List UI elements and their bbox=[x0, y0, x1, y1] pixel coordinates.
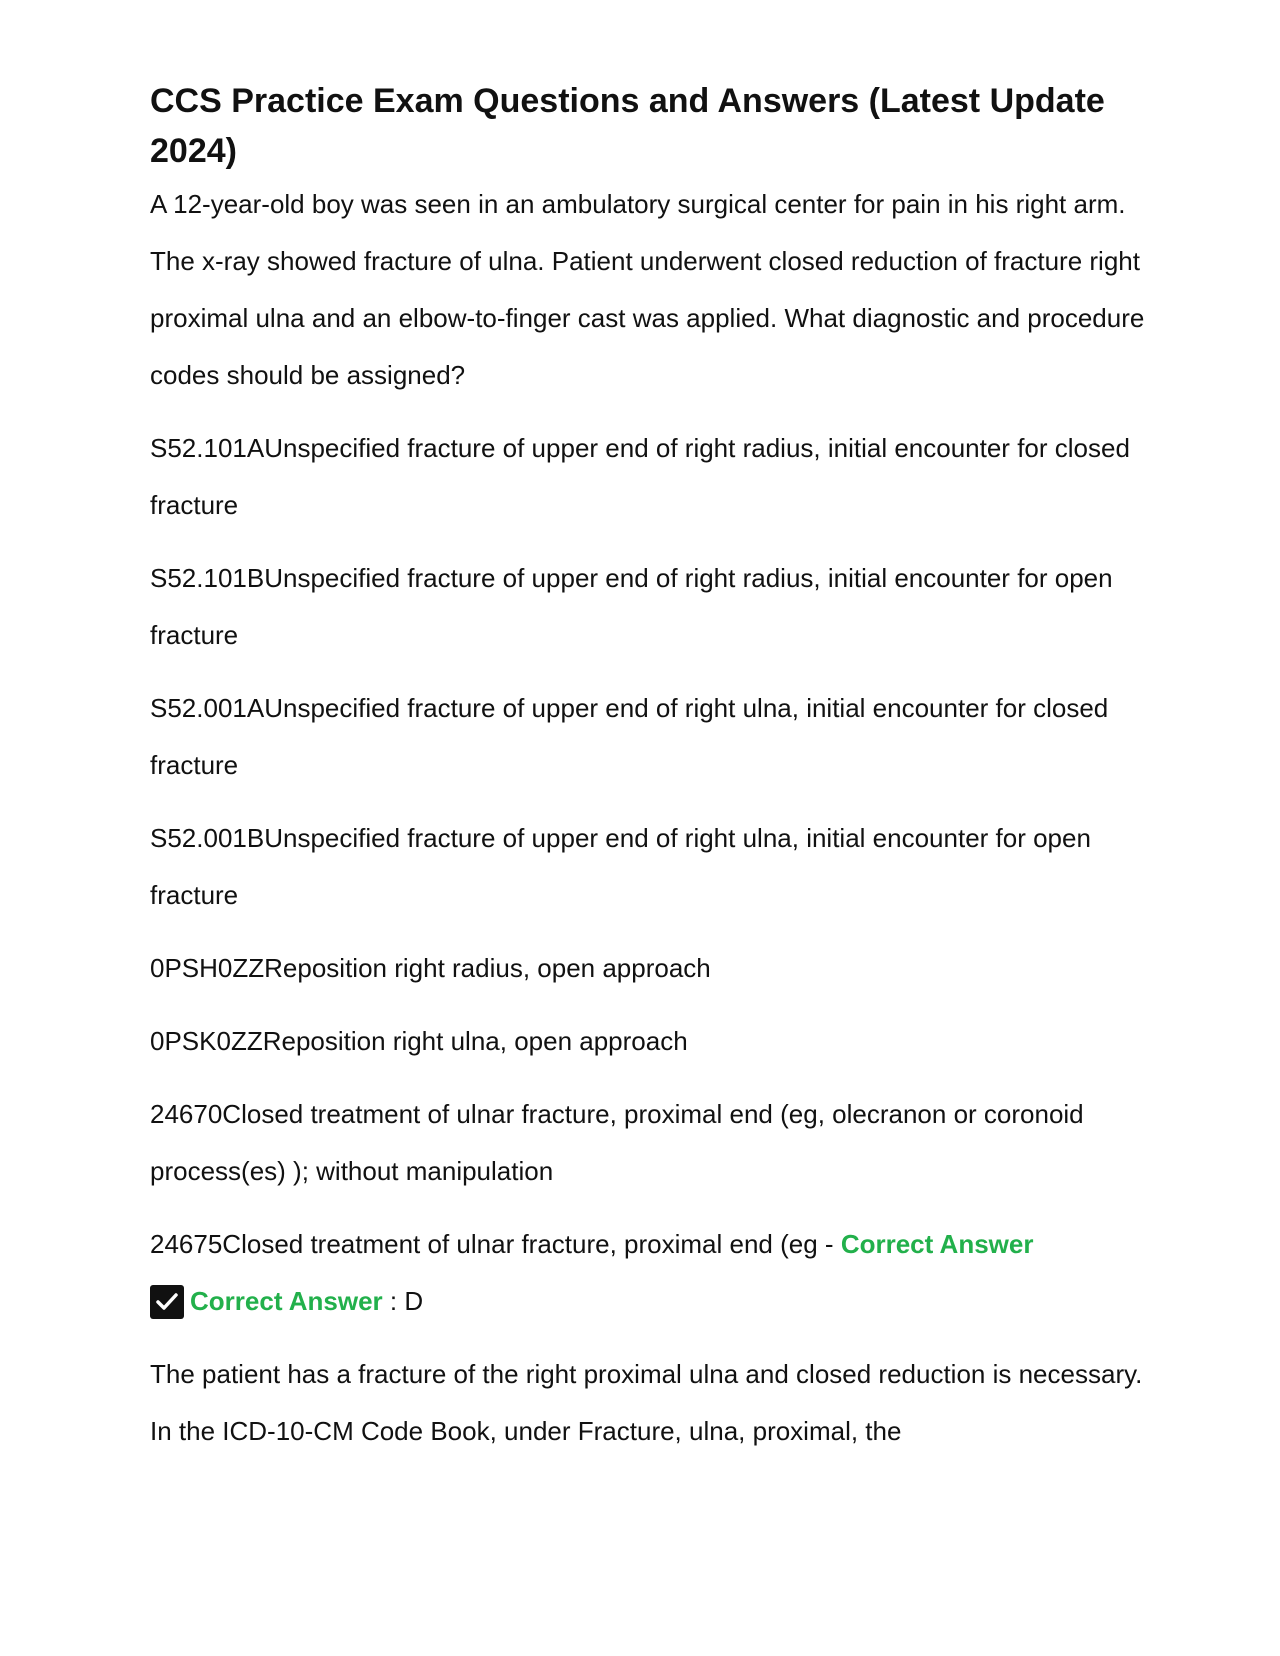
check-box-icon bbox=[150, 1285, 184, 1319]
answer-line bbox=[150, 1273, 1150, 1330]
option-item: S52.101AUnspecified fracture of upper end of right radius, initial encounter for closed fracture bbox=[150, 433, 1130, 520]
option-item: S52.101BUnspecified fracture of upper end of right radius, initial encounter for open fracture bbox=[150, 563, 1113, 650]
option-item: S52.001BUnspecified fracture of upper end of right ulna, initial encounter for open fracture bbox=[150, 823, 1091, 910]
option-item: 0PSH0ZZReposition right radius, open approach bbox=[150, 953, 711, 983]
option-item: S52.001AUnspecified fracture of upper end of right ulna, initial encounter for closed fracture bbox=[150, 693, 1109, 780]
document-title: CCS Practice Exam Questions and Answers (Latest Update 2024) bbox=[150, 82, 1105, 170]
question-text: A 12-year-old boy was seen in an ambulatory surgical center for pain in his right arm. The x-ray showed fracture of ulna. Patient underwent closed reduction of fracture right proximal ulna and an elbow-to-finger cast was applied. What diagnostic and procedure codes should be assigned? bbox=[150, 189, 1145, 390]
answer-label: Correct Answer bbox=[190, 1286, 383, 1316]
document-page bbox=[150, 76, 1150, 1460]
option-item-last bbox=[150, 1216, 1150, 1273]
answer-separator: : bbox=[382, 1286, 405, 1316]
explanation-text: The patient has a fracture of the right proximal ulna and closed reduction is necessary. In the ICD-10-CM Code Book, under Fracture, ulna, proximal, the bbox=[150, 1359, 1143, 1446]
option-last-text: 24675Closed treatment of ulnar fracture, proximal end (eg - bbox=[150, 1229, 841, 1259]
option-item: 24670Closed treatment of ulnar fracture, proximal end (eg, olecranon or coronoid process(es) ); without manipulation bbox=[150, 1099, 1084, 1186]
option-item: 0PSK0ZZReposition right ulna, open approach bbox=[150, 1026, 688, 1056]
answer-value: D bbox=[404, 1286, 424, 1316]
inline-correct-answer-label: Correct Answer bbox=[840, 1229, 1034, 1259]
